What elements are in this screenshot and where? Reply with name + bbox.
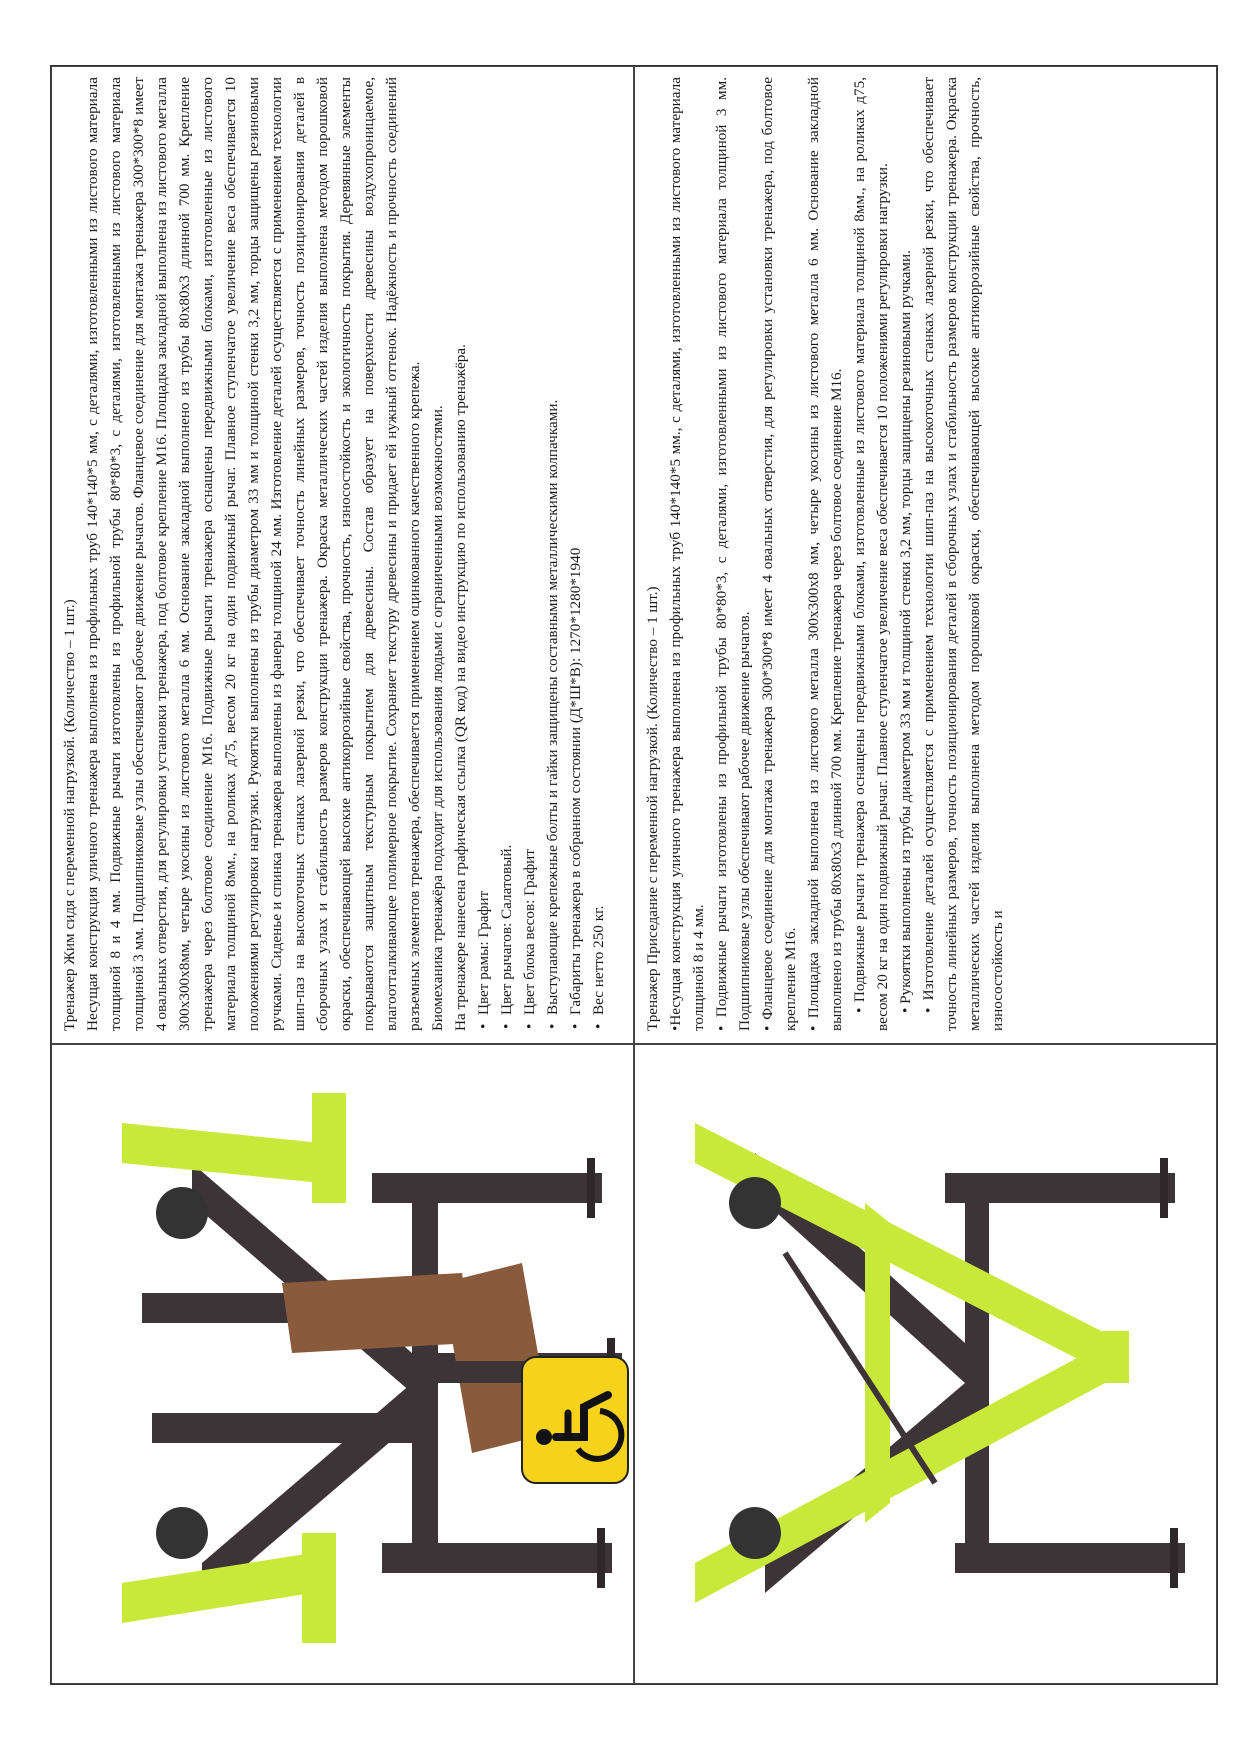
machine2-title: Тренажер Приседание с переменной нагрузкой. (Количество – 1 шт.) — [644, 586, 661, 1031]
list-item: • Подвижные рычаги изготовлены из профильной трубы 80*80*3, с деталями, изготовленными из листового материала толщиной 3 мм. Подшипниковые узлы обеспечивают рабочее движение рычагов. — [713, 77, 753, 1031]
list-item: • Цвет рычагов: Салатовый. — [495, 77, 518, 1015]
list-item: • Выступающие крепежные болты и гайки защищены составными металлическими колпачками. — [541, 77, 564, 1015]
list-item: • Площадка закладной выполнена из листового металла 300х300х8 мм, четыре укосины из листового металла 6 мм. Основание закладной выполнено из трубы 80х80х3 длинной 700 мм. Крепление тренажера через болтовое соединение М16. — [805, 77, 845, 1031]
rotated-document-sheet — [50, 65, 1218, 1685]
squat-machine-illustration — [635, 1044, 1217, 1683]
machine1-paragraph: Несущая конструкция уличного тренажера выполнена из профильных труб 140*140*5 мм, с деталями, изготовленными из листового материала толщиной 8 и 4 мм. Подвижные рычаги изготовлены из профильной трубы 80*80*3, с деталями, изготовленными из листового материала толщиной 3 мм. Подшипниковые узлы обеспечивают рабочее движение рычагов. Фланцевое соединение для монтажа тренажера 300*300*8 имеет 4 овальных отверстия, для регулировки установки тренажера, под болтовое крепление М16. Площадка закладной выполнена из листового металла 300х300х8мм, четыре укосины из листового металла 6 мм. Основание закладной выполнено из трубы 80х80х3 длинной 700 мм. Крепление тренажера через болтовое соединение М16. Подвижные рычаги тренажера оснащены передвижными блоками, изготовленные из листового материала толщиной 8мм., на роликах д75, весом 20 кг на один подвижный рычаг. Плавное ступенчатое увеличение веса обеспечивается 10 положениями регулировки нагрузки. Рукоятки выполнены из трубы диаметром 33 мм и толщиной стенки 3,2 мм, торцы защищены резиновыми ручками. Сиденье и спинка тренажера выполнены из фанеры толщиной 24 мм. Изготовление деталей осуществляется с применением технологии шип-паз на высокоточных станках лазерной резки, что обеспечивает точность линейных размеров, точность позиционирования деталей в сборочных узлах и стабильность размеров конструкции тренажера. Окраска металлических частей изделия выполнена методом порошковой окраски, обеспечивающей высокие антикоррозийные свойства, прочность, износостойкость и экологичность покрытия. Деревянные элементы покрываются защитным текстурным покрытием для древесины. Состав образует на поверхности древесины воздухопроницаемое, влагоотталкивающее полимерное покрытие. Сохраняет текстуру древесины и придает ей нужный оттенок. Надёжность и прочность соединений разъемных элементов тренажера, обеспечивается применением оцинкованного качественного крепежа. — [84, 77, 423, 1031]
list-item: •Несущая конструкция уличного тренажера выполнена из профильных труб 140*140*5 мм., с деталями, изготовленными из листового материала толщиной 8 и 4 мм. — [667, 77, 707, 1031]
machine2-description-cell — [634, 66, 1217, 1044]
spec-table — [50, 65, 1218, 1685]
machine2-image-cell — [634, 1044, 1217, 1684]
list-item: • Изготовление деталей осуществляется с применением технологии шип-паз на высокоточных станках лазерной резки, что обеспечивает точность линейных размеров, точность позиционирования деталей в сборочных узлах и стабильность размеров конструкции тренажера. Окраска металлических частей изделия выполнена методом порошковой окраски, обеспечивающей высокие антикоррозийные свойства, прочность, износостойкость и — [920, 77, 1006, 1031]
list-item: • Подвижные рычаги тренажера оснащены передвижными блоками, изготовленные из листового материала толщиной 8мм., на роликах д75, весом 20 кг на один подвижный рычаг. Плавное ступенчатое увеличение веса обеспечивается 10 положениями регулировки нагрузки. — [851, 77, 891, 1031]
machine1-bullet-list — [472, 77, 610, 1031]
list-item: • Цвет рамы: Графит — [472, 77, 495, 1015]
machine1-paragraph: На тренажере нанесена графическая ссылка (QR код) на видео инструкцию по использованию тренажёра. — [452, 344, 469, 1031]
wheelchair-accessibility-icon — [520, 1355, 630, 1485]
machine1-title: Тренажер Жим сидя с переменной нагрузкой. (Количество – 1 шт.) — [61, 599, 78, 1031]
list-item: • Вес нетто 250 кг. — [587, 77, 610, 1015]
machine1-description-cell — [51, 66, 634, 1044]
list-item: • Габариты тренажера в собранном состоянии (Д*Ш*В): 1270*1280*1940 — [564, 77, 587, 1015]
machine1-paragraph: Биомеханика тренажёра подходит для использования людьми с ограниченными возможностями. — [429, 405, 446, 1031]
list-item: • Фланцевое соединение для монтажа тренажера 300*300*8 имеет 4 овальных отверстия, для регулировки установки тренажера, под болтовое крепление М16. — [759, 77, 799, 1031]
list-item: • Цвет блока весов: Графит — [518, 77, 541, 1015]
list-item: • Рукоятки выполнены из трубы диаметром 33 мм и толщиной стенки 3,2 мм, торцы защищены резиновыми ручками. — [897, 250, 914, 1013]
